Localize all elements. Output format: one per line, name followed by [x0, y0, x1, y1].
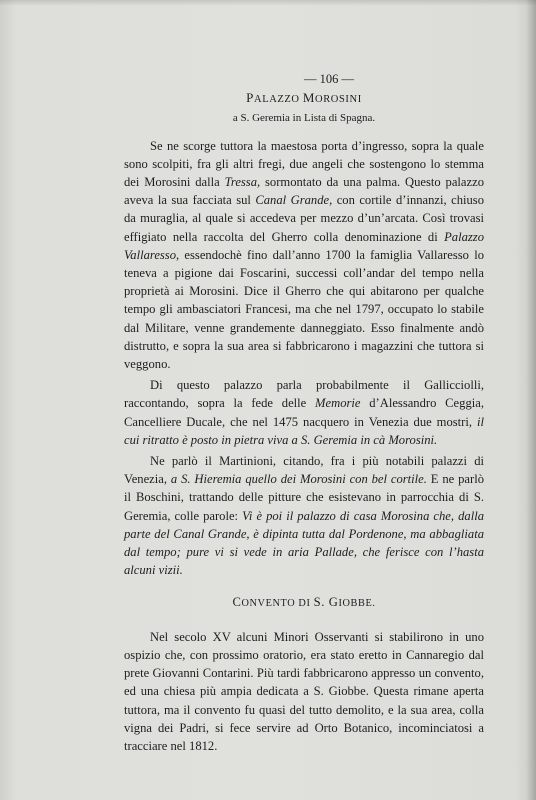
paragraph-3: [124, 452, 484, 579]
italic-run: a S. Hieremia quello dei Morosini con bel cortile.: [170, 472, 427, 487]
text-run: , essendochè fino dall’anno 1700 la famiglia Vallaresso lo teneva a pigione dai Foscarini, successi coll’andar del tempo nella proprietà ai Morosini. Dice il Gherro che qui abitarono per qualche tempo gli ambasciatori Francesi, ma che nel 1797, occupato lo stabile dal Militare, venne grandemente danneggiato. Esso finalmente andò distrutto, e sopra la sua area si fabbricarono i magazzini che tuttora si veggono.: [124, 247, 484, 372]
text-run: Se ne scorge tuttora la maestosa porta d’ingresso, sopra la quale sono scolpiti, fra gli altri fregi, due angeli che sostengono lo stemma dei Morosini dalla: [124, 138, 484, 190]
title-initial: C: [232, 595, 242, 610]
italic-run: Tressa: [224, 175, 258, 190]
italic-run: Vi è poi il palazzo di casa Morosina che, dalla parte del Canal Grande, è dipinta tutta dal Pordenone, ma abbagliata dal tempo; pure vi si vede in aria Pallade, che ferisce con l’hasta alcuni vizii.: [124, 508, 484, 578]
title-initial-2: M: [302, 90, 316, 106]
title-smallcaps-2: OROSINI: [315, 94, 362, 106]
title-initial: P: [246, 90, 255, 106]
title-smallcaps-2: IOBBE.: [338, 598, 376, 610]
italic-run: Palazzo Vallaresso: [124, 229, 484, 262]
paragraph-4: Nel secolo XV alcuni Minori Osservanti si stabilirono in uno ospizio che, con prossimo oratorio, era stato eretto in Cannaregio dal prete Giovanni Contarini. Più tardi fabbricarono appresso un convento, ed una chiesa più ampia dedicata a S. Giobbe. Questa rimane aperta tuttora, ma il convento fu quasi del tutto demolito, e la sua area, colla vigna dei Padri, si fece servire ad Orto Botanico, incominciatosi a tracciare nel 1812.: [124, 629, 484, 753]
title-initial-2: S. G: [313, 595, 339, 610]
text-run: , con cortile d’innanzi, chiuso da muraglia, al quale si accedeva per mezzo d’un’arcata. Così trovasi effigiato nella raccolta del Gherro colla denominazione di: [124, 193, 484, 244]
page-top-shadow: [0, 0, 536, 6]
text-run: Di questo palazzo parla probabilmente il Gallicciolli, raccontando, sopra la fede delle: [124, 378, 484, 411]
italic-run: Memorie: [315, 396, 361, 411]
paragraph-2: [124, 376, 484, 449]
page-content: [124, 70, 484, 755]
title-smallcaps: ONVENTO DI: [241, 598, 314, 610]
italic-run: Canal Grande: [255, 193, 330, 208]
section-title-palazzo-morosini: [124, 89, 484, 109]
section-subtitle: a S. Geremia in Lista di Spagna.: [232, 112, 376, 125]
title-smallcaps: ALAZZO: [254, 94, 303, 106]
text-run: Ne parlò il Martinioni, citando, fra i più notabili palazzi di Venezia,: [124, 454, 484, 487]
page-binding-shadow: [526, 0, 536, 800]
paragraph-1: [124, 137, 484, 374]
section-title-convento-s-giobbe: [124, 593, 484, 613]
italic-run: il cui ritratto è posto in pietra viva a S. Geremia in cà Morosini.: [124, 414, 484, 447]
page-number: — 106 —: [304, 72, 354, 86]
text-run: , sormontato da una palma. Questo palazzo aveva la sua facciata sul: [124, 175, 484, 208]
text-run: E ne parlò il Boschini, trattando delle pitture che esistevano in parrocchia di S. Geremia, colle parole:: [124, 472, 485, 523]
text-run: d’Alessandro Ceggia, Cancelliere Ducale, che nel 1475 nacquero in Venezia due mostri,: [124, 396, 484, 429]
